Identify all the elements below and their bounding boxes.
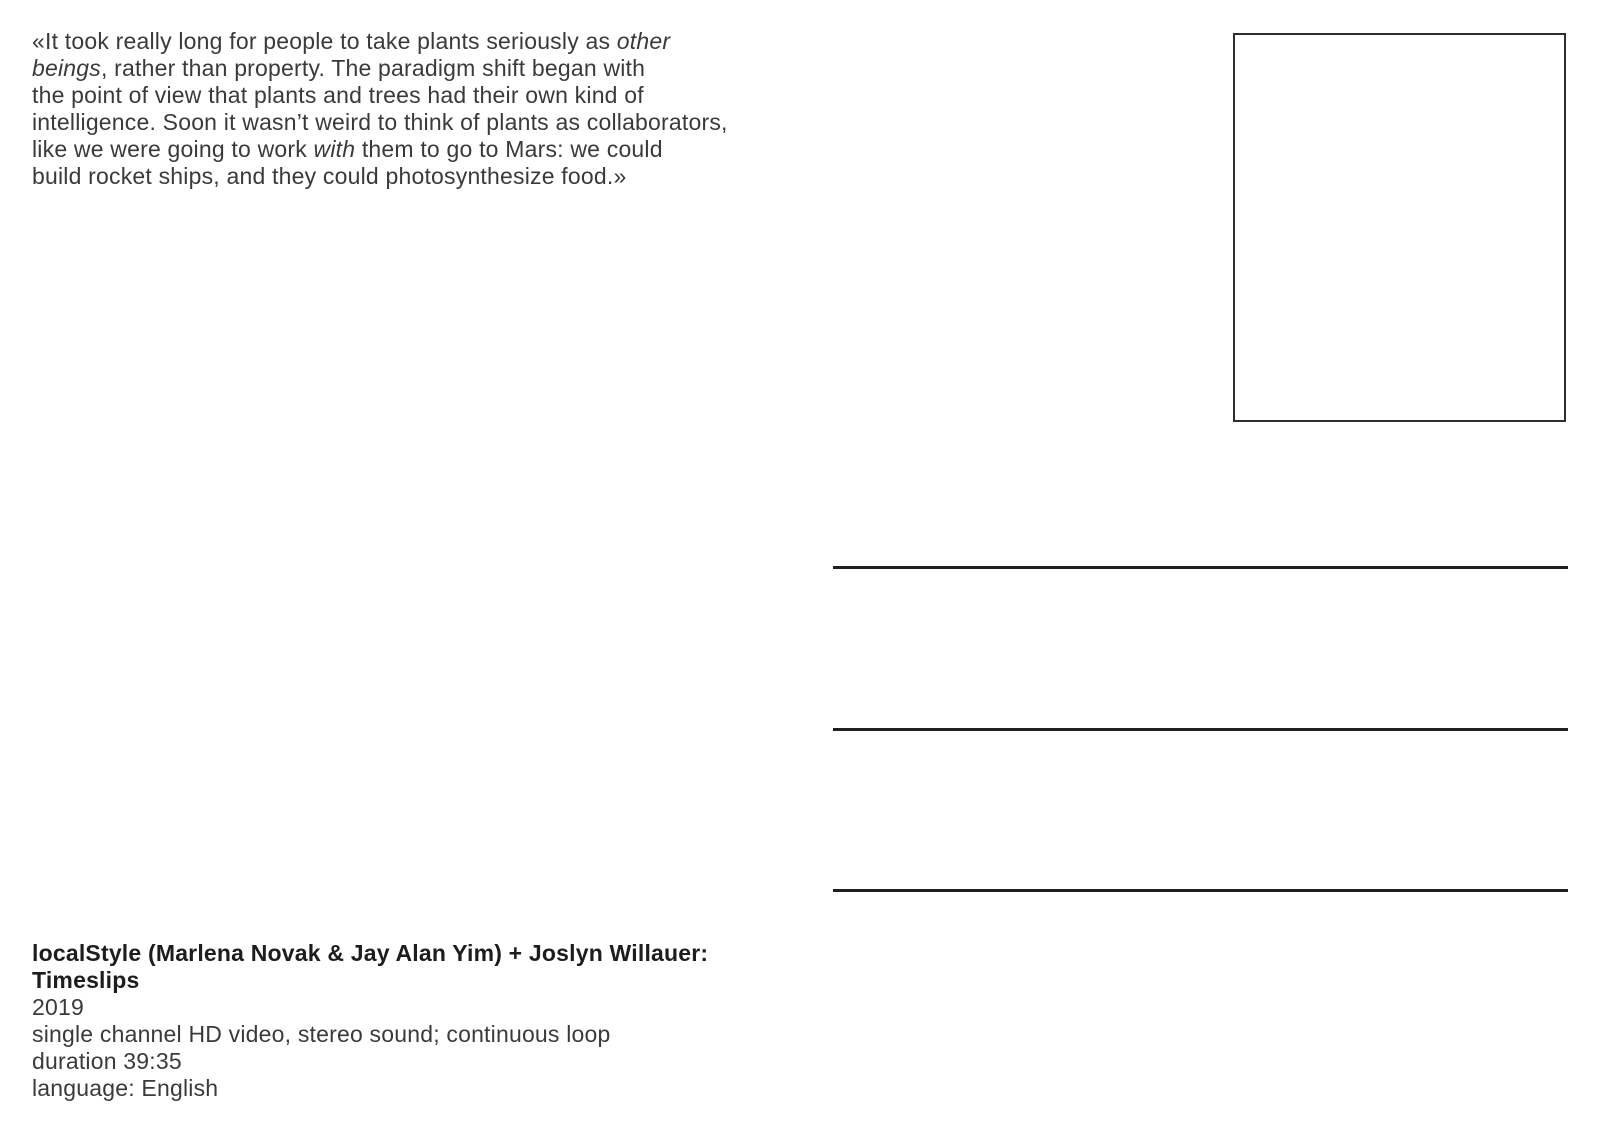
address-line-3 (833, 889, 1568, 892)
quote-line-4 (32, 109, 728, 136)
quote-segment: like we were going to work (32, 136, 314, 162)
credit-duration: duration 39:35 (32, 1048, 182, 1074)
quote-line-6 (32, 163, 728, 190)
quote-line-2 (32, 55, 728, 82)
credit-title: Timeslips (32, 967, 140, 993)
credit-language: language: English (32, 1075, 219, 1101)
credit-year: 2019 (32, 994, 84, 1020)
quote-line-5 (32, 136, 728, 163)
quote-segment: build rocket ships, and they could photosynthesize food.» (32, 163, 627, 189)
quote-segment-italic: other (616, 28, 671, 54)
address-line-2 (833, 728, 1568, 731)
quote-text (32, 28, 728, 190)
credit-artist-line: localStyle (Marlena Novak & Jay Alan Yim) + Joslyn Willauer: (32, 940, 709, 966)
quote-segment: them to go to Mars: we could (355, 136, 663, 162)
quote-segment-italic: with (313, 136, 356, 162)
quote-segment: «It took really long for people to take plants seriously as (32, 28, 617, 54)
stamp-box (1233, 33, 1566, 422)
quote-line-1 (32, 28, 728, 55)
quote-segment: the point of view that plants and trees had their own kind of (32, 82, 644, 108)
address-line-1 (833, 566, 1568, 569)
quote-segment: , rather than property. The paradigm shift began with (100, 55, 646, 81)
credit-block (32, 940, 708, 1102)
quote-segment: intelligence. Soon it wasn’t weird to think of plants as collaborators, (32, 109, 728, 135)
credit-medium: single channel HD video, stereo sound; continuous loop (32, 1021, 611, 1047)
quote-segment-italic: beings (32, 55, 101, 81)
quote-line-3 (32, 82, 728, 109)
